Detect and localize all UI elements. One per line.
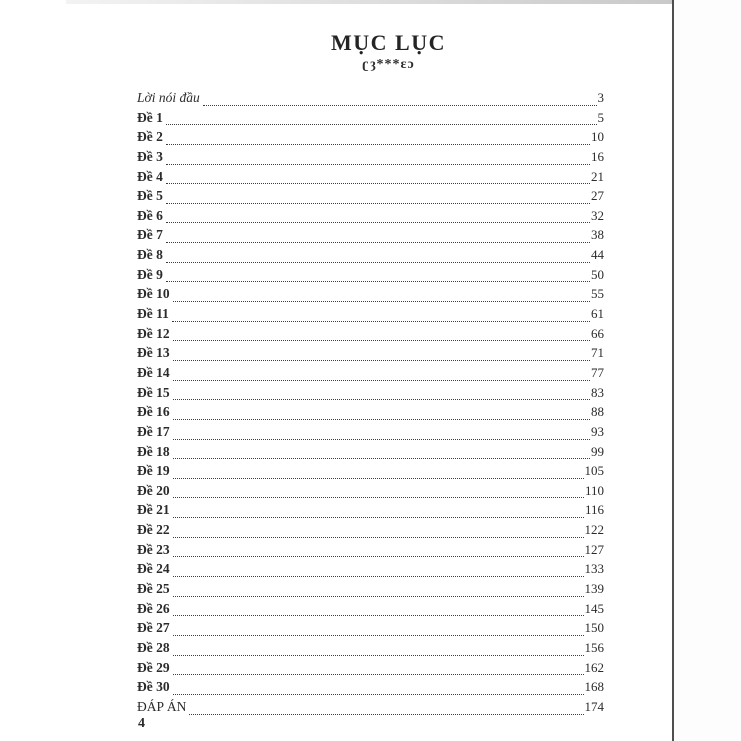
toc-dot-leader	[173, 596, 584, 597]
toc-dot-leader	[173, 576, 584, 577]
toc-entry	[137, 660, 604, 680]
toc-entry-page: 116	[584, 502, 604, 518]
toc-entry-page: 162	[584, 659, 604, 675]
toc-entry-label: Đề 18	[137, 443, 170, 459]
toc-entry-page: 156	[584, 639, 604, 655]
toc-entry-label: Đề 24	[137, 561, 170, 577]
toc-entry	[137, 110, 604, 130]
toc-entry-label: Đề 9	[137, 266, 163, 282]
toc-dot-leader	[173, 655, 584, 656]
toc-dot-leader	[173, 497, 584, 498]
toc-entry	[137, 149, 604, 169]
toc-entry	[137, 483, 604, 503]
toc-entry-page: 145	[584, 600, 604, 616]
toc-dot-leader	[173, 517, 584, 518]
toc-entry	[137, 90, 604, 110]
toc-entry	[137, 502, 604, 522]
toc-dot-leader	[173, 635, 584, 636]
toc-entry-label: ĐÁP ÁN	[137, 698, 187, 714]
toc-entry-label: Đề 13	[137, 345, 170, 361]
toc-dot-leader	[173, 439, 590, 440]
toc-entry	[137, 561, 604, 581]
toc-entry-label: Đề 7	[137, 227, 163, 243]
toc-dot-leader	[173, 458, 590, 459]
toc-entry-label: Đề 29	[137, 659, 170, 675]
toc-entry-page: 66	[591, 325, 604, 341]
toc-entry-label: Đề 10	[137, 286, 170, 302]
toc-entry-label: Đề 28	[137, 639, 170, 655]
toc-entry	[137, 640, 604, 660]
toc-entry-label: Đề 22	[137, 522, 170, 538]
toc-entry	[137, 286, 604, 306]
toc-entry	[137, 247, 604, 267]
toc-dot-leader	[173, 694, 584, 695]
toc-entry	[137, 306, 604, 326]
toc-dot-leader	[166, 164, 590, 165]
toc-entry-page: 21	[591, 168, 604, 184]
toc-entry	[137, 404, 604, 424]
toc-entry	[137, 208, 604, 228]
toc-list	[137, 90, 604, 719]
toc-dot-leader	[173, 360, 590, 361]
toc-entry-label: Đề 12	[137, 325, 170, 341]
toc-entry-page: 50	[591, 266, 604, 282]
toc-entry-label: Đề 26	[137, 600, 170, 616]
page-title: MỤC LỤC	[331, 30, 446, 55]
toc-entry	[137, 227, 604, 247]
toc-dot-leader	[172, 321, 590, 322]
toc-entry-page: 77	[591, 364, 604, 380]
toc-entry-label: Đề 19	[137, 463, 170, 479]
toc-entry-label: Đề 25	[137, 581, 170, 597]
page-number: 4	[138, 716, 145, 731]
toc-entry-label: Đề 20	[137, 482, 170, 498]
toc-dot-leader	[166, 281, 590, 282]
toc-entry-page: 61	[591, 306, 604, 322]
toc-entry-page: 3	[597, 90, 604, 105]
toc-entry-label: Đề 4	[137, 168, 163, 184]
toc-entry	[137, 620, 604, 640]
toc-dot-leader	[166, 183, 590, 184]
toc-entry-label: Đề 3	[137, 148, 163, 164]
toc-entry-page: 10	[591, 129, 604, 145]
toc-dot-leader	[173, 340, 590, 341]
toc-entry-page: 88	[591, 404, 604, 420]
toc-entry-page: 71	[591, 345, 604, 361]
toc-entry-page: 127	[584, 541, 604, 557]
toc-entry-label: Đề 27	[137, 620, 170, 636]
toc-entry-label: Đề 2	[137, 129, 163, 145]
toc-entry-page: 139	[584, 581, 604, 597]
title-ornament: ʗȝ***ɛɔ	[362, 57, 415, 72]
toc-dot-leader	[189, 714, 583, 715]
toc-entry	[137, 129, 604, 149]
toc-entry-label: Đề 5	[137, 188, 163, 204]
toc-entry-page: 32	[591, 207, 604, 223]
toc-dot-leader	[173, 674, 584, 675]
toc-entry	[137, 542, 604, 562]
toc-entry-page: 168	[584, 679, 604, 695]
toc-dot-leader	[166, 144, 590, 145]
toc-entry	[137, 365, 604, 385]
toc-entry-page: 133	[584, 561, 604, 577]
toc-dot-leader	[173, 478, 584, 479]
toc-entry	[137, 601, 604, 621]
toc-entry-page: 27	[591, 188, 604, 204]
toc-entry	[137, 679, 604, 699]
toc-dot-leader	[173, 615, 584, 616]
toc-entry	[137, 345, 604, 365]
toc-entry	[137, 424, 604, 444]
toc-dot-leader	[173, 556, 584, 557]
toc-entry-label: Đề 17	[137, 423, 170, 439]
toc-entry	[137, 463, 604, 483]
toc-entry-page: 150	[584, 620, 604, 636]
toc-entry-label: Đề 15	[137, 384, 170, 400]
scan-right-edge-line	[672, 0, 674, 741]
toc-entry-label: Đề 6	[137, 207, 163, 223]
toc-entry-page: 83	[591, 384, 604, 400]
toc-dot-leader	[166, 124, 597, 125]
toc-entry	[137, 169, 604, 189]
toc-entry-page: 16	[591, 148, 604, 164]
toc-entry-page: 93	[591, 423, 604, 439]
toc-dot-leader	[166, 242, 590, 243]
scan-right-margin	[674, 0, 741, 741]
toc-entry-page: 55	[591, 286, 604, 302]
toc-entry-page: 122	[584, 522, 604, 538]
toc-dot-leader	[166, 203, 590, 204]
toc-entry-label: Đề 14	[137, 364, 170, 380]
toc-entry	[137, 522, 604, 542]
toc-dot-leader	[203, 105, 597, 106]
toc-dot-leader	[173, 537, 584, 538]
toc-entry	[137, 444, 604, 464]
toc-entry	[137, 581, 604, 601]
toc-entry-page: 110	[584, 482, 604, 498]
toc-entry	[137, 699, 604, 719]
toc-entry-page: 105	[584, 463, 604, 479]
toc-entry	[137, 326, 604, 346]
toc-entry-page: 38	[591, 227, 604, 243]
toc-dot-leader	[173, 380, 590, 381]
toc-entry-page: 99	[591, 443, 604, 459]
toc-entry-label: Đề 16	[137, 404, 170, 420]
toc-entry-label: Đề 1	[137, 109, 163, 125]
toc-entry-label: Đề 21	[137, 502, 170, 518]
toc-entry	[137, 188, 604, 208]
toc-dot-leader	[166, 262, 590, 263]
toc-entry-page: 174	[584, 698, 604, 714]
toc-entry	[137, 267, 604, 287]
toc-dot-leader	[166, 222, 590, 223]
toc-entry-label: Đề 23	[137, 541, 170, 557]
toc-dot-leader	[173, 419, 590, 420]
toc-dot-leader	[173, 399, 590, 400]
scan-top-edge	[66, 0, 672, 4]
toc-entry-label: Đề 11	[137, 306, 169, 322]
toc-dot-leader	[173, 301, 590, 302]
toc-entry-page: 5	[597, 109, 604, 125]
toc-entry-label: Đề 30	[137, 679, 170, 695]
toc-entry-page: 44	[591, 247, 604, 263]
toc-entry-label: Đề 8	[137, 247, 163, 263]
toc-entry-label: Lời nói đầu	[137, 90, 200, 105]
toc-entry	[137, 385, 604, 405]
